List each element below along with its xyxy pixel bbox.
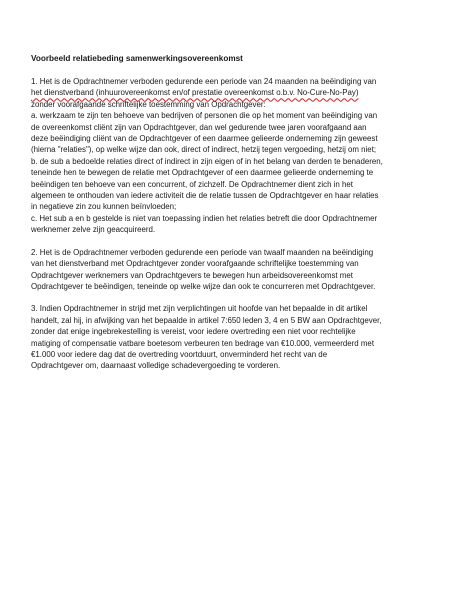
text-line: b. de sub a bedoelde relaties direct of indirect in zijn eigen of in het belang van derden te benaderen, (31, 156, 383, 166)
text-line: zonder dat enige ingebrekestelling is vereist, voor iedere overtreding een niet voor rechtelijke (31, 327, 356, 337)
text-line: 1. Het is de Opdrachtnemer verboden gedurende een periode van 24 maanden na beëindiging van (31, 77, 377, 86)
text-line: a. werkzaam te zijn ten behoeve van bedrijven of personen die op het moment van beëindiging van (31, 111, 378, 121)
document-page (31, 53, 435, 383)
text-line: van het dienstverband met Opdrachtgever zonder voorafgaande schriftelijke toestemming van (31, 259, 359, 269)
article-1-paragraph (31, 76, 435, 236)
text-line: algemeen te onthouden van iedere activiteit die de relatie tussen de Opdrachtgever en haar relaties (31, 191, 379, 201)
text-line: 3. Indien Opdrachtnemer in strijd met zijn verplichtingen uit hoofde van het bepaalde in dit artikel (31, 304, 368, 314)
text-line: c. Het sub a en b gestelde is niet van toepassing indien het relaties betreft die door Opdrachtnemer (31, 213, 378, 223)
text-line: handelt, zal hij, in afwijking van het bepaalde in artikel 7:650 leden 3, 4 en 5 BW aan Opdrachtgever, (31, 315, 382, 325)
text-line: Opdrachtgever te beëindigen, teneinde op welke wijze dan ook te concurreren met Opdrachtgever. (31, 281, 376, 291)
article-2-paragraph (31, 247, 435, 293)
text-line: deze beëindiging cliënt van de Opdrachtgever of een daarmee gelieerde onderneming zijn geweest (31, 134, 378, 144)
text-line: (hierna "relaties"), op welke wijze dan ook, direct of indirect, hetzij tegen vergoeding, hetzij om niet; (31, 145, 377, 155)
text-line: zonder voorafgaande schriftelijke toestemming van Opdrachtgever: (31, 99, 266, 109)
text-line: in negatieve zin zou kunnen beïnvloeden; (31, 202, 177, 212)
text-line: het dienstverband (inhuurovereenkomst en/of prestatie overeenkomst o.b.v. No-Cure-No-Pay) (31, 88, 359, 98)
text-line: werknemer zelve zijn geacquireerd. (31, 225, 156, 235)
text-line: de overeenkomst cliënt zijn van Opdrachtgever, dan wel gedurende twee jaren voorafgaand aan (31, 122, 367, 132)
text-line: 2. Het is de Opdrachtnemer verboden gedurende een periode van twaalf maanden na beëindiging (31, 247, 374, 257)
text-line: teneinde hen te bewegen de relatie met Opdrachtgever of een daarmee gelieerde onderneming te (31, 168, 374, 178)
text-line-misspelled (31, 87, 435, 98)
text-line: matiging of compensatie vatbare boetesom verbeuren ten bedrage van €10.000, vermeerderd met (31, 338, 375, 348)
article-3-paragraph (31, 303, 435, 371)
text-line: Opdrachtgever werknemers van Opdrachtgevers te bewegen hun arbeidsovereenkomst met (31, 270, 353, 280)
text-line: €1.000 voor iedere dag dat de overtreding voortduurt, onverminderd het recht van de (31, 349, 328, 359)
text-line: Opdrachtgever om, daarnaast volledige schadevergoeding te vorderen. (31, 361, 281, 371)
text-line: beëindigen ten behoeve van een concurrent, of zichzelf. De Opdrachtnemer dient zich in het (31, 179, 353, 189)
document-title: Voorbeeld relatiebeding samenwerkingsovereenkomst (31, 54, 243, 63)
